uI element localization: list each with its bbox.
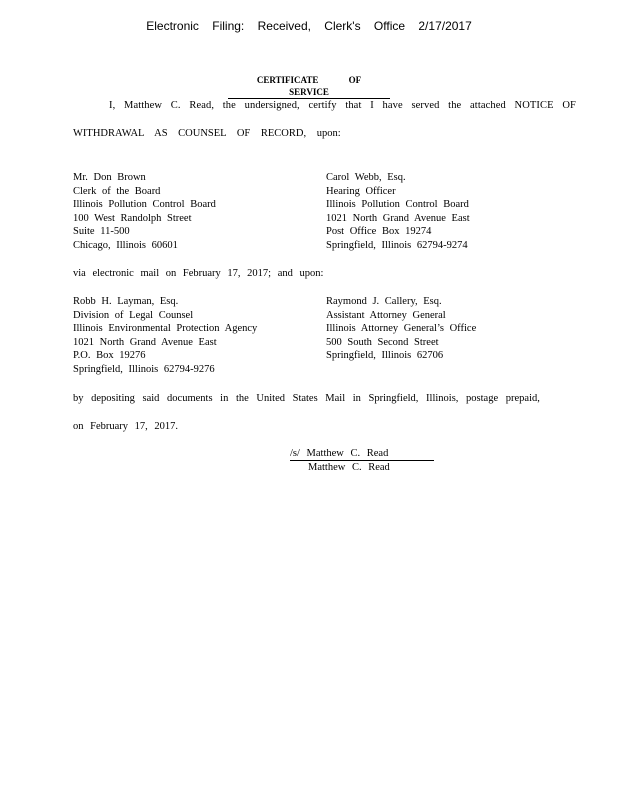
address-line: Raymond J. Callery, Esq. <box>326 296 442 307</box>
address-line: Springfield, Illinois 62794-9274 <box>326 239 468 251</box>
recipient-address-layman <box>73 295 257 377</box>
signatory-name: Matthew C. Read <box>308 462 390 473</box>
service-date-line: on February 17, 2017. <box>73 421 179 432</box>
signature-line: /s/ Matthew C. Read <box>290 448 434 461</box>
address-line: Illinois Pollution Control Board <box>73 199 216 211</box>
recipient-address-brown <box>73 171 216 253</box>
certificate-title: CERTIFICATE OF SERVICE <box>228 74 390 99</box>
address-line: Mr. Don Brown <box>73 172 146 183</box>
address-line: Post Office Box 19274 <box>326 226 432 238</box>
address-line: 100 West Randolph Street <box>73 212 192 224</box>
address-line: Carol Webb, Esq. <box>326 172 406 183</box>
address-line: Illinois Attorney General’s Office <box>326 323 477 335</box>
deposit-line: by depositing said documents in the United States Mail in Springfield, Illinois, postage prepaid, <box>73 393 540 404</box>
address-line: P.O. Box 19276 <box>73 350 146 362</box>
recipient-address-webb <box>326 171 470 253</box>
address-line: Assistant Attorney General <box>326 309 446 321</box>
address-line: Robb H. Layman, Esq. <box>73 296 179 307</box>
certification-paragraph-line-1: I, Matthew C. Read, the undersigned, certify that I have served the attached NOTICE OF <box>109 100 576 111</box>
address-line: Clerk of the Board <box>73 185 161 197</box>
recipient-address-callery <box>326 295 476 363</box>
service-method-line: via electronic mail on February 17, 2017; and upon: <box>73 268 324 279</box>
address-line: Division of Legal Counsel <box>73 309 194 321</box>
address-line: Springfield, Illinois 62706 <box>326 350 444 362</box>
address-line: Suite 11-500 <box>73 226 130 238</box>
address-line: 500 South Second Street <box>326 336 439 348</box>
address-line: Springfield, Illinois 62794-9276 <box>73 363 215 375</box>
address-line: Illinois Environmental Protection Agency <box>73 323 258 335</box>
address-line: 1021 North Grand Avenue East <box>73 336 217 348</box>
address-line: Illinois Pollution Control Board <box>326 199 469 211</box>
filing-header: Electronic Filing: Received, Clerk's Office 2/17/2017 <box>146 19 472 33</box>
certification-paragraph-line-2: WITHDRAWAL AS COUNSEL OF RECORD, upon: <box>73 128 341 139</box>
address-line: Hearing Officer <box>326 185 396 197</box>
address-line: 1021 North Grand Avenue East <box>326 212 470 224</box>
address-line: Chicago, Illinois 60601 <box>73 239 178 251</box>
